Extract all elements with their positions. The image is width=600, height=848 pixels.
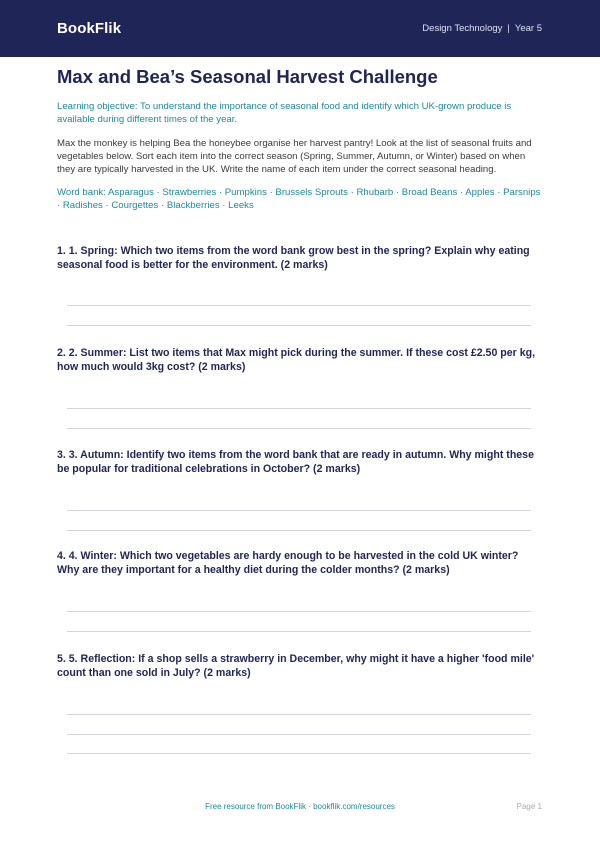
question-2-text: 2. 2. Summer: List two items that Max might pick during the summer. If these cost £2.50 per kg, how much would 3kg cost? (2 marks) bbox=[57, 347, 536, 373]
intro-paragraph: Max the monkey is helping Bea the honeybee organise her harvest pantry! Look at the list of seasonal fruits and vegetables below. Sort each item into the correct season (Spring, Summer, Autumn, or Winter) based on when they are typically harvested in the UK. Write the name of each item under the correct seasonal heading. bbox=[57, 138, 532, 175]
page-number: Page 1 bbox=[516, 802, 542, 811]
answer-line[interactable] bbox=[67, 510, 531, 511]
footer-link[interactable]: Free resource from BookFlik · bookflik.com/resources bbox=[205, 802, 395, 811]
answer-line[interactable] bbox=[67, 428, 531, 429]
answer-line[interactable] bbox=[67, 305, 531, 306]
answer-line[interactable] bbox=[67, 408, 531, 409]
worksheet-intro bbox=[57, 66, 543, 212]
answer-line[interactable] bbox=[67, 530, 531, 531]
answer-line[interactable] bbox=[67, 753, 531, 754]
question-1 bbox=[57, 244, 543, 272]
answer-line[interactable] bbox=[67, 734, 531, 735]
year-label: Year 5 bbox=[514, 23, 542, 34]
answer-line[interactable] bbox=[67, 631, 531, 632]
question-5 bbox=[57, 652, 543, 680]
question-4 bbox=[57, 549, 543, 577]
answer-line[interactable] bbox=[67, 611, 531, 612]
learning-objective: Learning objective: To understand the importance of seasonal food and identify which UK-grown produce is available during different times of the year. bbox=[57, 101, 512, 125]
page-header bbox=[0, 0, 600, 57]
question-5-text: 5. 5. Reflection: If a shop sells a strawberry in December, why might it have a higher 'food mile' count than one sold in July? (2 marks) bbox=[57, 653, 535, 679]
question-3 bbox=[57, 448, 543, 476]
header-subject-year bbox=[422, 23, 542, 34]
question-1-text: 1. 1. Spring: Which two items from the word bank grow best in the spring? Explain why eating seasonal food is better for the environment. (2 marks) bbox=[57, 245, 530, 271]
answer-line[interactable] bbox=[67, 325, 531, 326]
question-4-text: 4. 4. Winter: Which two vegetables are hardy enough to be harvested in the cold UK winter? Why are they important for a healthy diet during the colder months? (2 marks) bbox=[57, 550, 519, 576]
question-2 bbox=[57, 346, 543, 374]
question-3-text: 3. 3. Autumn: Identify two items from the word bank that are ready in autumn. Why might these be popular for traditional celebrations in October? (2 marks) bbox=[57, 449, 534, 475]
answer-line[interactable] bbox=[67, 714, 531, 715]
word-bank: Word bank: Asparagus · Strawberries · Pumpkins · Brussels Sprouts · Rhubarb · Broad Beans · Apples · Parsnips · Radishes · Courgettes · Blackberries · Leeks bbox=[57, 187, 541, 211]
page-title: Max and Bea’s Seasonal Harvest Challenge bbox=[57, 66, 438, 87]
brand-logo: BookFlik bbox=[57, 20, 122, 37]
header-separator: | bbox=[507, 23, 510, 34]
subject-label: Design Technology bbox=[422, 23, 503, 34]
